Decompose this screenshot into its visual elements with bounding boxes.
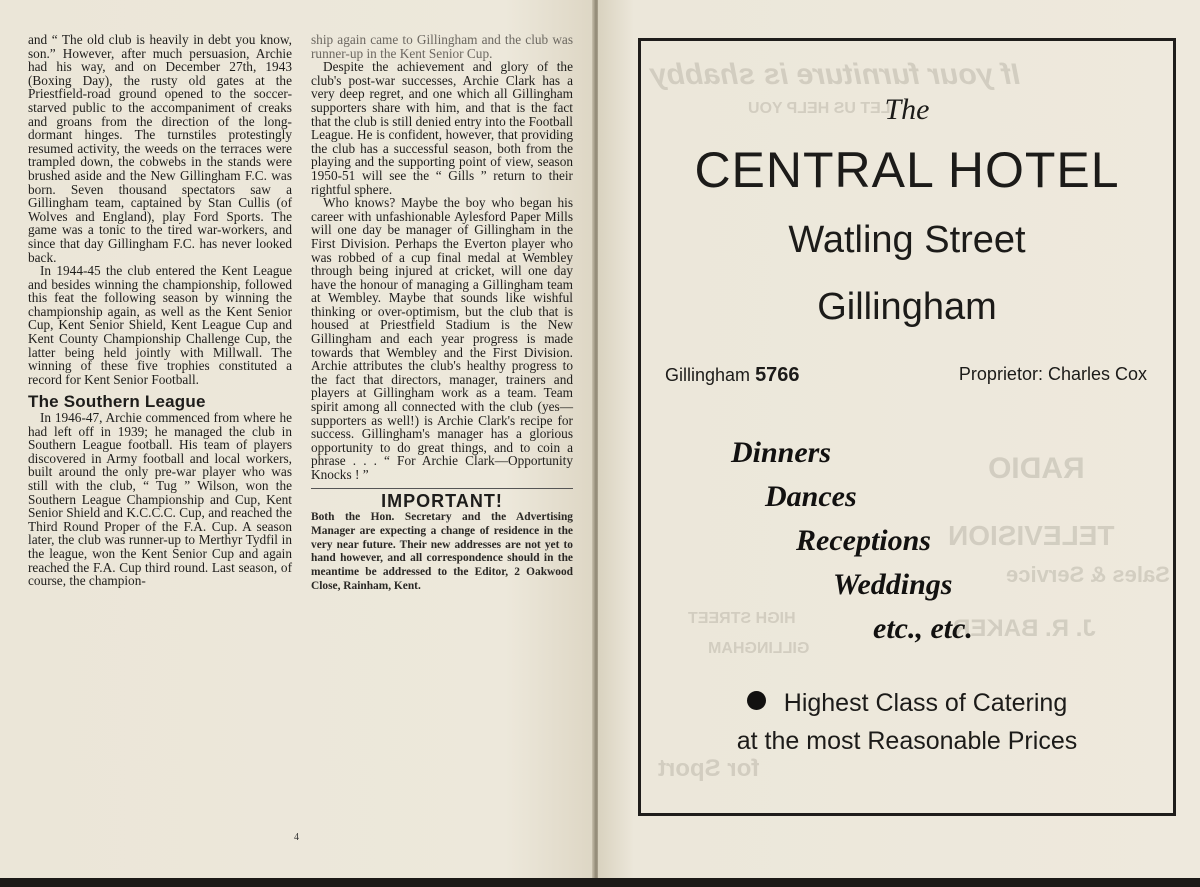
catering-line (641, 689, 1173, 718)
show-through-text: Sales & Service (1006, 562, 1170, 587)
show-through-text: GILLINGHAM (708, 640, 810, 657)
section-heading: The Southern League (28, 392, 206, 412)
article-paragraph: and “ The old club is heavily in debt you know, son.” However, after much persuasion, Archie had his way, and on December 27th, 1943 (Boxing Day), the rusty old gates at the Priestfield-road ground opened to the soccer-starved public to the accompaniment of creaks and groans from the direction of the long-dormant hinges. The turnstiles protestingly resumed activity, the weeds on the terraces were trampled down, the cobwebs in the stands were brushed aside and the New Gillingham F.C. was born. Seven thousand spectators saw a Gillingham team, captained by Stan Cullis (of Wolves and England), play Ford Sports. The game was a tonic to the tired war-workers, and since that day Gillingham F.C. has never looked back. (28, 32, 292, 265)
hotel-town: Gillingham (817, 286, 997, 328)
right-page (598, 0, 1200, 878)
article-paragraph: Despite the achievement and glory of the club's post-war successes, Archie Clark has a very deep regret, and one which all Gillingham supporters share with him, and that is the fact that the club is still denied entry into the Football League. He is confident, however, that providing the club has a successful season, both from the playing and the supporting point of view, season 1950-51 will see the “ Gills ” return to their rightful sphere. (311, 59, 573, 197)
hotel-phone (665, 364, 800, 387)
show-through-text: for Sport (658, 755, 760, 782)
service-item: etc., etc. (873, 612, 973, 645)
show-through-text: TELEVISION (948, 520, 1115, 551)
service-item: Dinners (731, 436, 832, 469)
advert-the: The (884, 93, 930, 126)
hotel-name: CENTRAL HOTEL (694, 142, 1120, 198)
article-column-2 (311, 33, 573, 593)
left-page (0, 0, 595, 878)
show-through-text: J. R. BAKER (953, 615, 1096, 642)
page-number: 4 (294, 832, 299, 843)
service-item: Dances (765, 480, 857, 513)
catering-text: Highest Class of Catering (783, 689, 1068, 717)
article-column-1 (28, 33, 292, 588)
article-paragraph: ship again came to Gillingham and the club was runner-up in the Kent Senior Cup. (311, 32, 573, 61)
hotel-advert (638, 38, 1176, 816)
bullet-icon (747, 691, 766, 710)
article-paragraph: In 1946-47, Archie commenced from where he had left off in 1939; he managed the club in Southern League football. His team of players discovered in Army football and local workers, built around the only pre-war player who was still with the club, “ Tug ” Wilson, won the Southern League Championship and Cup, Kent Senior Shield and K.C.C.C. Cup, and reached the Third Round Proper of the F.A. Cup. A season later, the club was runner-up to Merthyr Tydfil in the league, won the Kent Senior Cup and again reached the F.A. Cup third round. Last season, of course, the champion- (28, 410, 292, 589)
article-paragraph: Who knows? Maybe the boy who began his career with unfashionable Aylesford Paper Mills will one day be manager of Gillingham in the First Division. Perhaps the Everton player who was robbed of a cup final medal at Wembley through being injured at cricket, will one day have the honour of managing a Gillingham team at Wembley. Maybe that sounds like wishful thinking or over-optimism, but the club that is housed at Priestfield Stadium is the New Gillingham and each year progress is made towards that Wembley and the First Division. Archie attributes the club's healthy progress to the fact that directors, manager, trainers and players at Gillingham work as a team. Team spirit among all connected with the club (yes—supporters as well!) is Archie Clark's recipe for success. Gillingham's manager has a glorious opportunity to do great things, and to coin a phrase . . . “ For Archie Clark—Opportunity Knocks ! ” (311, 195, 573, 482)
notice-text: Both the Hon. Secretary and the Advertising Manager are expecting a change of residence in the very near future. Their new addresses are not yet to hand however, and all correspondence should in the meantime be addressed to the Editor, 2 Oakwood Close, Rainham, Kent. (311, 511, 573, 592)
hotel-street: Watling Street (788, 219, 1026, 261)
notice-title: IMPORTANT! (381, 490, 503, 511)
article-paragraph: In 1944-45 the club entered the Kent League and besides winning the championship, followed this feat the following season by winning the championship again, as well as the Kent Senior Cup, Kent Senior Shield, Kent League Cup and Kent County Championship Challenge Cup, the latter being held jointly with Millwall. The winning of these five trophies constituted a record for Kent Senior Football. (28, 263, 292, 387)
show-through-text: If your furniture is shabby (650, 58, 1021, 91)
service-item: Weddings (833, 568, 953, 601)
show-through-text: RADIO (988, 452, 1085, 485)
catering-line-2: at the most Reasonable Prices (736, 727, 1078, 755)
phone-number: 5766 (755, 364, 800, 386)
show-through-text: HIGH STREET (688, 610, 796, 627)
divider-rule (311, 488, 573, 489)
show-through-text: LET US HELP YOU (748, 100, 891, 117)
hotel-proprietor: Proprietor: Charles Cox (958, 364, 1147, 384)
service-item: Receptions (796, 524, 931, 557)
phone-label: Gillingham (665, 365, 751, 385)
